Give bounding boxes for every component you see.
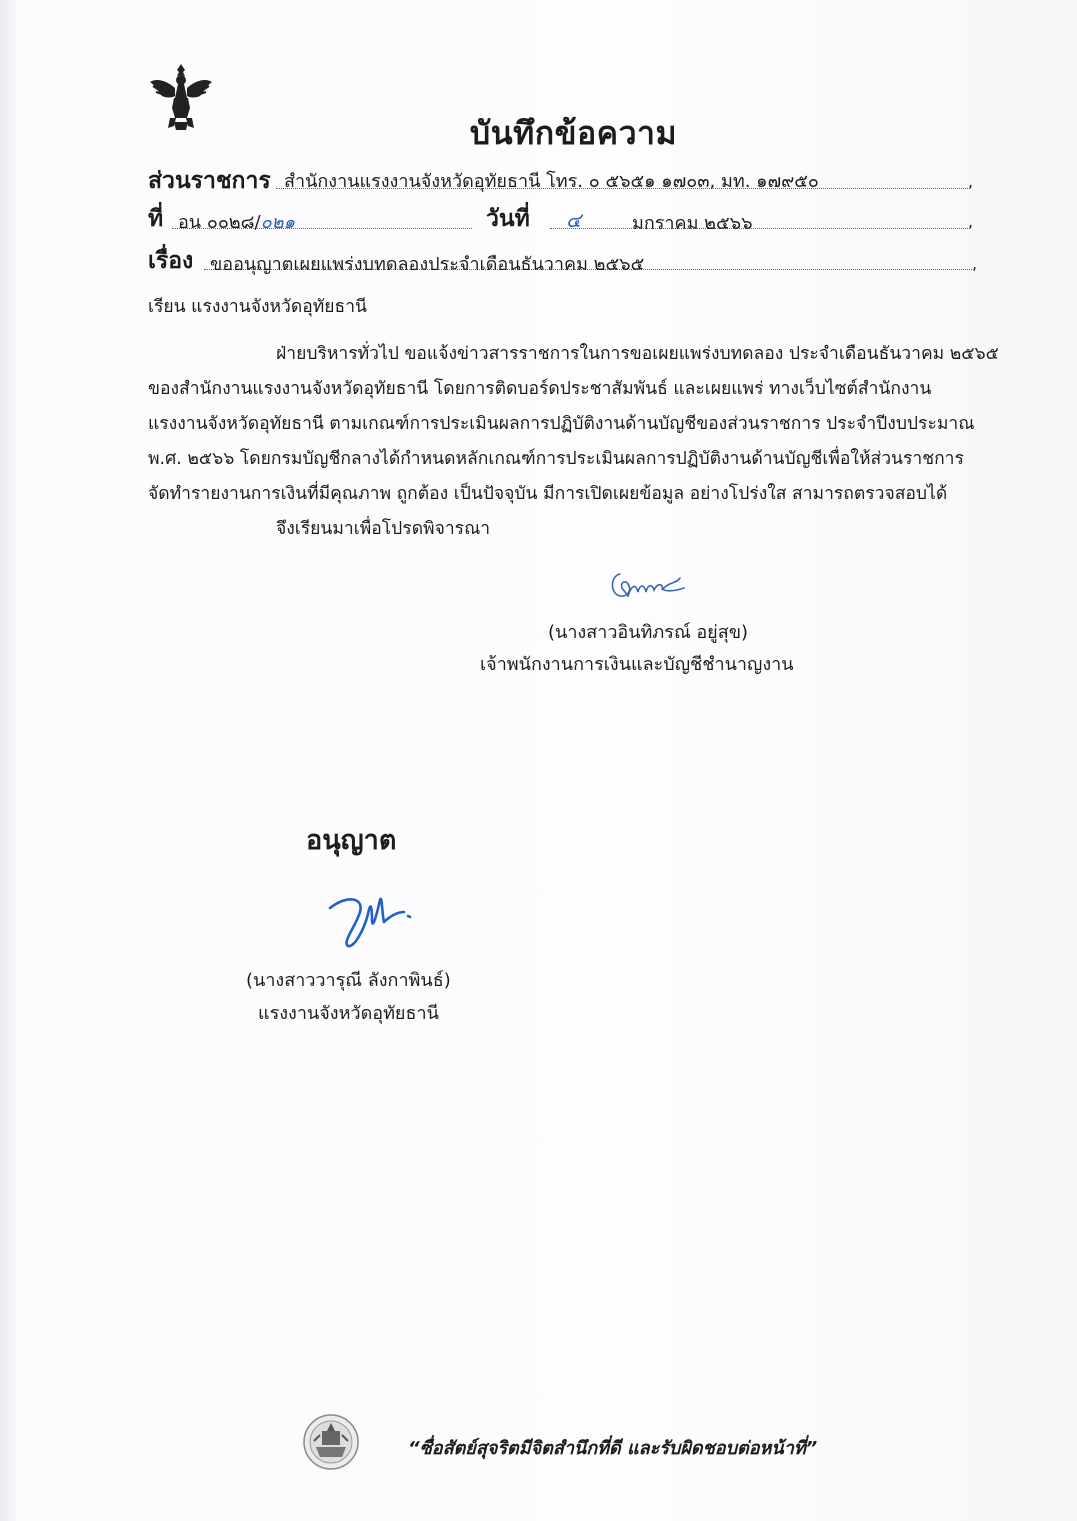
body-line-5: จัดทำรายงานการเงินที่มีคุณภาพ ถูกต้อง เป็นปัจจุบัน มีการเปิดเผยข้อมูล อย่างโปร่งใส สามารถตรวจสอบได้ [148,484,948,504]
approver-name: (นางสาววารุณี ลังกาพินธ์) [246,970,451,991]
body-line-4: พ.ศ. ๒๕๖๖ โดยกรมบัญชีกลางได้กำหนดหลักเกณฑ์การประเมินผลการปฏิบัติงานด้านบัญชีเพื่อให้ส่วนราชการ [148,449,964,469]
agency-label: ส่วนราชการ [148,168,271,194]
footer-motto: “ซื่อสัตย์สุจริตมีจิตสำนึกที่ดี และรับผิดชอบต่อหน้าที่” [408,1438,818,1459]
approver-position: แรงงานจังหวัดอุทัยธานี [258,1003,439,1024]
subject-comma: , [972,254,978,273]
ref-label: ที่ [148,206,164,232]
agency-value: สำนักงานแรงงานจังหวัดอุทัยธานี โทร. ๐ ๕๖๕๑ ๑๗๐๓, มท. ๑๗๙๕๐ [284,171,819,192]
memo-title: บันทึกข้อความ [469,114,678,152]
signer1-name: (นางสาวอินทิภรณ์ อยู่สุข) [548,622,749,643]
approval-text: อนุญาต [306,825,397,856]
body-line-2: ของสำนักงานแรงงานจังหวัดอุทัยธานี โดยการติดบอร์ดประชาสัมพันธ์ และเผยแพร่ ทางเว็บไซต์สำนักงาน [148,379,932,399]
body-line-3: แรงงานจังหวัดอุทัยธานี ตามเกณฑ์การประเมินผลการปฏิบัติงานด้านบัญชีของส่วนราชการ ประจำปีงบประมาณ [148,414,975,434]
signature-2 [320,890,420,952]
subject-label: เรื่อง [148,248,194,274]
signature-1 [606,566,688,602]
date-day: ๔ [566,208,582,232]
body-line-1: ฝ่ายบริหารทั่วไป ขอแจ้งข่าวสารราชการในการขอเผยแพร่งบทดลอง ประจำเดือนธันวาคม ๒๕๖๕ [276,344,999,364]
signer1-position: เจ้าพนักงานการเงินและบัญชีชำนาญงาน [480,654,794,675]
ref-handwritten: ๐๒๑ [260,212,295,233]
ref-prefix: อน ๐๐๒๘/ [178,212,261,233]
date-dotline [550,228,968,229]
date-month-year: มกราคม ๒๕๖๖ [632,213,753,234]
date-comma: , [968,212,974,231]
subject-value: ขออนุญาตเผยแพร่งบทดลองประจำเดือนธันวาคม ๒๕๖๕ [210,254,645,275]
closing-line: จึงเรียนมาเพื่อโปรดพิจารณา [276,519,491,539]
agency-comma: , [968,172,974,191]
salutation: เรียน แรงงานจังหวัดอุทัยธานี [148,297,368,317]
ministry-seal-icon [302,1413,360,1471]
date-label: วันที่ [486,206,530,232]
ref-number [178,207,295,236]
